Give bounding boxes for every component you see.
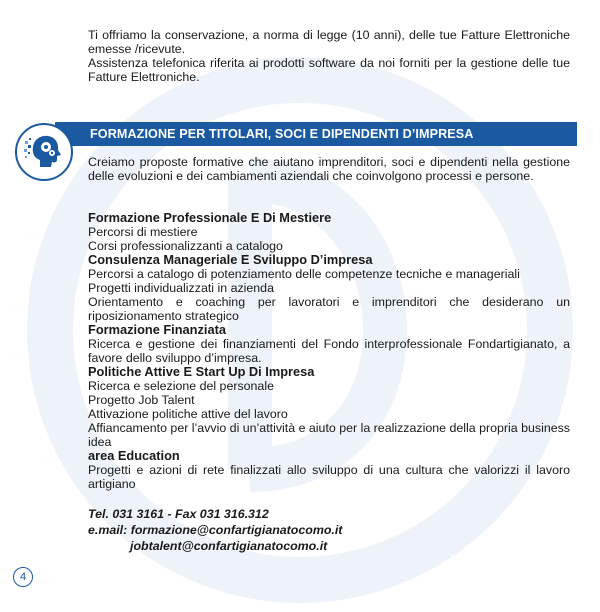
email-link-formazione[interactable]: e.mail: formazione@confartigianatocomo.it: [88, 523, 343, 537]
contact-info: [88, 506, 342, 554]
section-description: Creiamo proposte formative che aiutano imprenditori, soci e dipendenti nella gestione delle evoluzioni e dei cambiamenti aziendali che coinvolgono processi e persone.: [88, 155, 570, 183]
list-item: Progetti individualizzati in azienda: [88, 281, 274, 295]
list-item: Corsi professionalizzanti a catalogo: [88, 239, 283, 253]
section-block: [88, 211, 570, 253]
list-item: Attivazione politiche attive del lavoro: [88, 407, 288, 421]
list-item: Percorsi a catalogo di potenziamento delle competenze tecniche e manageriali: [88, 267, 520, 281]
list-item: Orientamento e coaching per lavoratori e imprenditori che desiderano un riposizionamento strategico: [88, 295, 570, 323]
list-item: Progetti e azioni di rete finalizzati allo sviluppo di una cultura che valorizzi il lavoro artigiano: [88, 463, 570, 491]
section-block: [88, 365, 570, 449]
phone-fax-text: Tel. 031 3161 - Fax 031 316.312: [88, 507, 269, 521]
list-item: Progetto Job Talent: [88, 393, 195, 407]
intro-text: [88, 28, 570, 84]
section-block: [88, 323, 570, 365]
services-list: [88, 211, 570, 491]
list-item: Percorsi di mestiere: [88, 225, 198, 239]
list-item: Ricerca e selezione del personale: [88, 379, 274, 393]
section-header-title: FORMAZIONE PER TITOLARI, SOCI E DIPENDENTI D’IMPRESA: [90, 127, 474, 141]
section-title: Consulenza Manageriale E Sviluppo D’impresa: [88, 252, 373, 267]
email-link-jobtalent[interactable]: jobtalent@confartigianatocomo.it: [130, 539, 328, 553]
list-item: Ricerca e gestione dei finanziamenti del Fondo interprofessionale Fondartigianato, a favore dello sviluppo d’impresa.: [88, 337, 570, 365]
section-block: [88, 449, 570, 491]
intro-line-conservation: Ti offriamo la conservazione, a norma di legge (10 anni), delle tue Fatture Elettroniche emesse /ricevute.: [88, 28, 570, 56]
section-block: [88, 253, 570, 323]
section-title: area Education: [88, 448, 180, 463]
head-with-gears-icon: [15, 123, 73, 181]
page-number: 4: [13, 567, 33, 587]
section-title: Formazione Finanziata: [88, 322, 226, 337]
section-title: Politiche Attive E Start Up Di Impresa: [88, 364, 315, 379]
list-item: Affiancamento per l’avvio di un’attività e aiuto per la realizzazione della propria business idea: [88, 421, 570, 449]
section-title: Formazione Professionale E Di Mestiere: [88, 210, 332, 225]
intro-line-assistance: Assistenza telefonica riferita ai prodotti software da noi forniti per la gestione delle tue Fatture Elettroniche.: [88, 56, 570, 84]
